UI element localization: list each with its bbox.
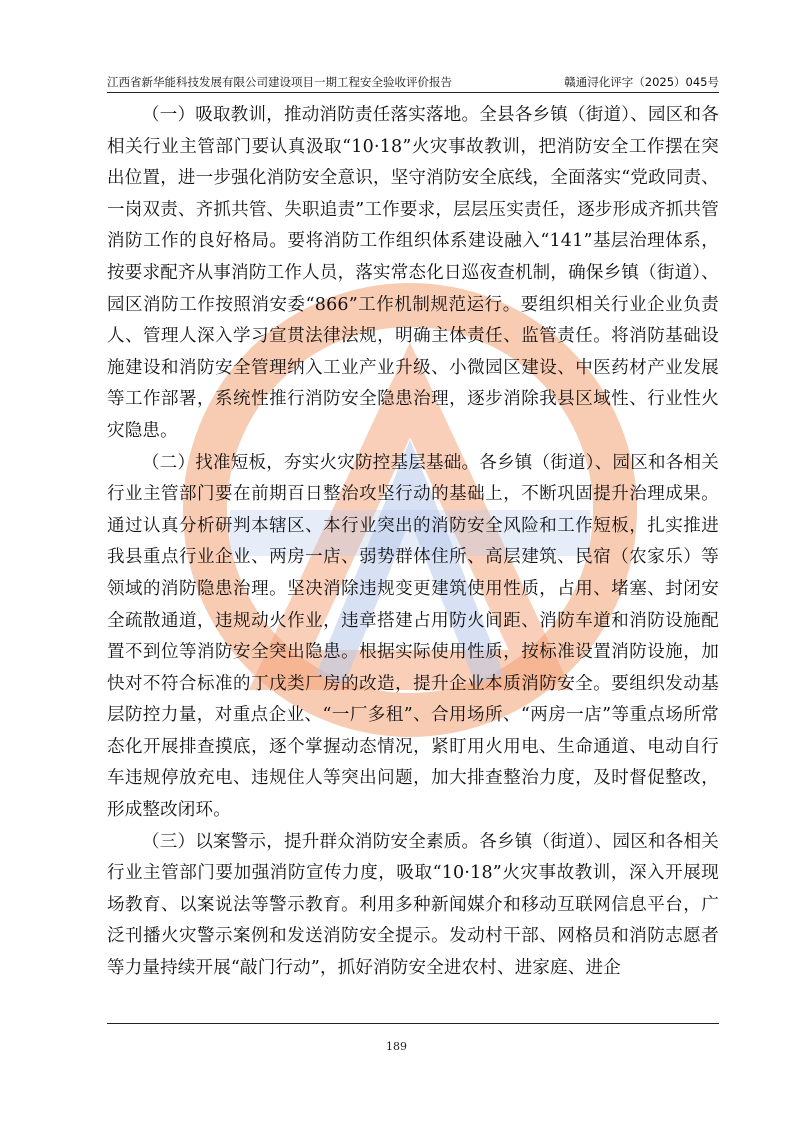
footer-divider	[107, 1023, 719, 1024]
report-code: 赣通浔化评字（2025）045号	[564, 75, 719, 89]
paragraph-2: （二）找准短板，夯实火灾防控基层基础。各乡镇（街道）、园区和各相关行业主管部门要在前期百日整治攻坚行动的基础上，不断巩固提升治理成果。通过认真分析研判本辖区、本行业突出的消防安全风险和工作短板，扎实推进我县重点行业企业、两房一店、弱势群体住所、高层建筑、民宿（农家乐）等领域的消防隐患治理。坚决消除违规变更建筑使用性质，占用、堵塞、封闭安全疏散通道，违规动火作业，违章搭建占用防火间距、消防车道和消防设施配置不到位等消防安全突出隐患。根据实际使用性质，按标准设置消防设施，加快对不符合标准的丁戊类厂房的改造，提升企业本质消防安全。要组织发动基层防控力量，对重点企业、“一厂多租”、合用场所、“两房一店”等重点场所常态化开展排查摸底，逐个掌握动态情况，紧盯用火用电、生命通道、电动自行车违规停放充电、违规住人等突出问题，加大排查整治力度，及时督促整改，形成整改闭环。	[107, 452, 719, 821]
report-title: 江西省新华能科技发展有限公司建设项目一期工程安全验收评价报告	[107, 75, 452, 89]
header-divider	[107, 92, 719, 93]
body-text	[107, 100, 719, 985]
page-number: 189	[386, 1040, 407, 1053]
page-header	[107, 72, 719, 90]
paragraph-1: （一）吸取教训，推动消防责任落实落地。全县各乡镇（街道）、园区和各相关行业主管部门要认真汲取“10·18”火灾事故教训，把消防安全工作摆在突出位置，进一步强化消防安全意识，坚守消防安全底线，全面落实“党政同责、一岗双责、齐抓共管、失职追责”工作要求，层层压实责任，逐步形成齐抓共管消防工作的良好格局。要将消防工作组织体系建设融入“141”基层治理体系，按要求配齐从事消防工作人员，落实常态化日巡夜查机制，确保乡镇（街道）、园区消防工作按照消安委“866”工作机制规范运行。要组织相关行业企业负责人、管理人深入学习宣贯法律法规，明确主体责任、监管责任。将消防基础设施建设和消防安全管理纳入工业产业升级、小微园区建设、中医药材产业发展等工作部署，系统性推行消防安全隐患治理，逐步消除我县区域性、行业性火灾隐患。	[107, 105, 719, 441]
paragraph-3: （三）以案警示，提升群众消防安全素质。各乡镇（街道）、园区和各相关行业主管部门要加强消防宣传力度，吸取“10·18”火灾事故教训，深入开展现场教育、以案说法等警示教育。利用多种新闻媒介和移动互联网信息平台，广泛刊播火灾警示案例和发送消防安全提示。发动村干部、网格员和消防志愿者等力量持续开展“敲门行动”，抓好消防安全进农村、进家庭、进企	[107, 831, 719, 979]
